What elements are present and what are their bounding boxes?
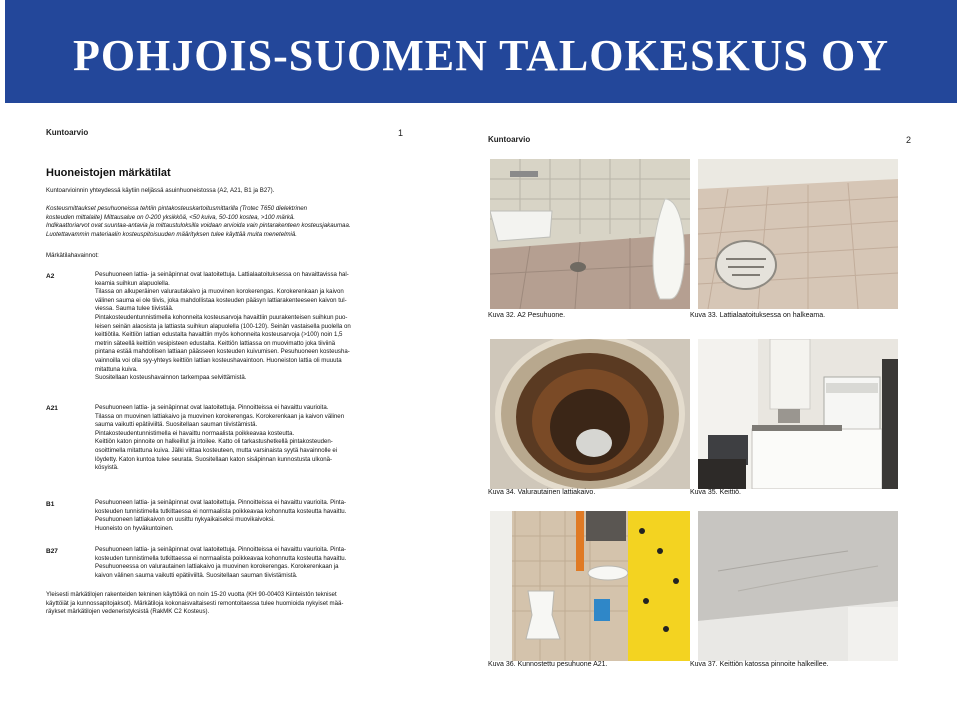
- unit-label-b27: B27: [46, 548, 58, 555]
- photo-bathroom-a21: [490, 511, 690, 661]
- document-page-1: [40, 115, 460, 715]
- photo-bathroom-a2: [490, 159, 690, 309]
- running-head: Kuntoarvio: [46, 128, 89, 137]
- caption-photo-36: Kuva 36. Kunnostettu pesuhuone A21.: [488, 661, 608, 668]
- photo-ceiling: [698, 511, 898, 661]
- unit-label-a21: A21: [46, 405, 58, 412]
- caption-photo-34: Kuva 34. Valurautainen lattiakaivo.: [488, 489, 596, 496]
- page-number: 1: [398, 128, 404, 138]
- unit-text-b27: Pesuhuoneen lattia- ja seinäpinnat ovat laatoitettuja. Pinnoitteissa ei havaittu vaurioita. Pinta- kosteuden tunnistimella tutkittaessa ei normaalista poikkeavaa kohonnutta kosteutta havaittu. Pesuhuoneessa on valurautainen lattiakaivo ja muovinen korokerengas. Korokerenkaan ja kaivon välinen sauma vaikutti epätiiviiltä. Suositellaan sauman tiivistämistä.: [95, 546, 347, 579]
- intro-paragraph: Kuntoarvioinnin yhteydessä käytiin neljässä asuinhuoneistossa (A2, A21, B1 ja B27).: [46, 187, 275, 194]
- photo-floor-crack: [698, 159, 898, 309]
- photo-kitchen: [698, 339, 898, 489]
- running-head: Kuntoarvio: [488, 135, 531, 144]
- caption-photo-37: Kuva 37. Keittiön katossa pinnoite halkeillee.: [690, 661, 829, 668]
- title-banner: [5, 0, 957, 103]
- caption-photo-33: Kuva 33. Lattialaatoituksessa on halkeama.: [690, 312, 826, 319]
- unit-text-a21: Pesuhuoneen lattia- ja seinäpinnat ovat laatoitettuja. Pinnoitteissa ei havaittu vaurioita. Tilassa on muovinen lattiakaivo ja muovinen korokerengas. Korokerenkaan ja kaivon välinen sauma vaikutti epätiiviiltä. Suositellaan sauman tiivistämistä. Pintakosteudentunnistimella ei havaittu normaalista poikkeavaa kosteutta. Keittiön katon pinnoite on halkeillut ja irtoilee. Katto oli tarkastushetkellä pintakosteuden- osoittimella mitattuna kuiva. Jälki viittaa kosteuteen, mutta varsinaista syytä havainnolle ei löydetty. Katon kuntoa tulee seurata. Suositellaan katon sisäpinnan kunnostusta ulkonä- kösyistä.: [95, 404, 345, 472]
- section-heading: Huoneistojen märkätilat: [46, 167, 171, 179]
- footer-paragraph: Yleisesti märkätilojen rakenteiden tekninen käyttöikä on noin 15-20 vuotta (KH 90-00403 Kiinteistön tekniset käyttöiät ja kunnossapitojaksot). Märkätiloja kokonaisvaltaisesti remontoitaessa tulee huomioida nykyiset mää- räykset märkätilojen vedeneristyksistä (RakMK C2 Kosteus).: [46, 591, 344, 616]
- photo-floor-drain: [490, 339, 690, 489]
- unit-text-b1: Pesuhuoneen lattia- ja seinäpinnat ovat laatoitettuja. Pinnoitteissa ei havaittu vaurioita. Pinta- kosteuden tunnistimella tutkittaessa ei normaalista poikkeavaa kohonnutta kosteutta havaittu. Pesuhuoneen lattiakaivon on uusittu nykyaikaiseksi muovikaivoksi. Huoneisto on hyväkuntoinen.: [95, 499, 347, 532]
- document-page-2: [478, 115, 918, 715]
- page-number: 2: [906, 135, 912, 145]
- caption-photo-35: Kuva 35. Keittiö.: [690, 489, 741, 496]
- caption-photo-32: Kuva 32. A2 Pesuhuone.: [488, 312, 566, 319]
- unit-label-b1: B1: [46, 501, 55, 508]
- unit-label-a2: A2: [46, 273, 55, 280]
- findings-title: Märkätilahavainnot:: [46, 252, 99, 259]
- unit-text-a2: Pesuhuoneen lattia- ja seinäpinnat ovat laatoitettuja. Lattialaatoituksessa on havaittavissa hal- keamia suihkun alapuolella. Tilassa on alkuperäinen valurautakaivo ja muovinen korokerengas. Korokerenkaan ja kaivon välinen sauma ei ole tiivis, joka mahdollistaa kosteuden pääsyn lattiarakenteeseen kaivon tul- viessa. Sauma tulee tiivistää. Pintakosteudentunnistimella kohonneita kosteusarvoja havaittiin puurakenteisen suihkun puo- leisen seinän alaosista ja lattiasta suihkun alapuolella (100-120). Seinän vastaisella puolella on keittiötila. Keittiön lattian edustalta havaittiin myös kohonneita kosteusarvoja (>100) noin 1,5 metrin säteellä keittiön vesipisteen edustalta. Keittiön lattiassa on muovimatto joka tiiviinä pintana estää mahdollisen lattiaan päässeen kosteuden kuivumisen. Pesuhuoneen kosteusha- vainnoilla voi olla syy-yhteys keittiön lattian kosteushavaintoon. Huoneiston lattia oli muuuta mitattuna kuiva. Suositellaan kosteushavainnon tarkempaa selvittämistä.: [95, 271, 351, 382]
- company-title: POHJOIS-SUOMEN TALOKESKUS OY: [72, 31, 890, 80]
- method-paragraph: Kosteusmittaukset pesuhuoneissa tehtiin pintakosteuskartoitusmittarilla (Trotec T650 dielektrinen kosteuden mittalaite) Mittausalue on 0-200 yksikköä, <50 kuiva, 50-100 kostea, >100 märkä. Indikaattoriarvot ovat suuntaa-antavia ja mittaustuloksilla voidaan arvioida vain pintarakenteen kosteusjakaumaa. Luotettavammin materiaalin kosteuspitoisuuden määrityksen tulee käyttää muita menetelmiä.: [46, 205, 351, 238]
